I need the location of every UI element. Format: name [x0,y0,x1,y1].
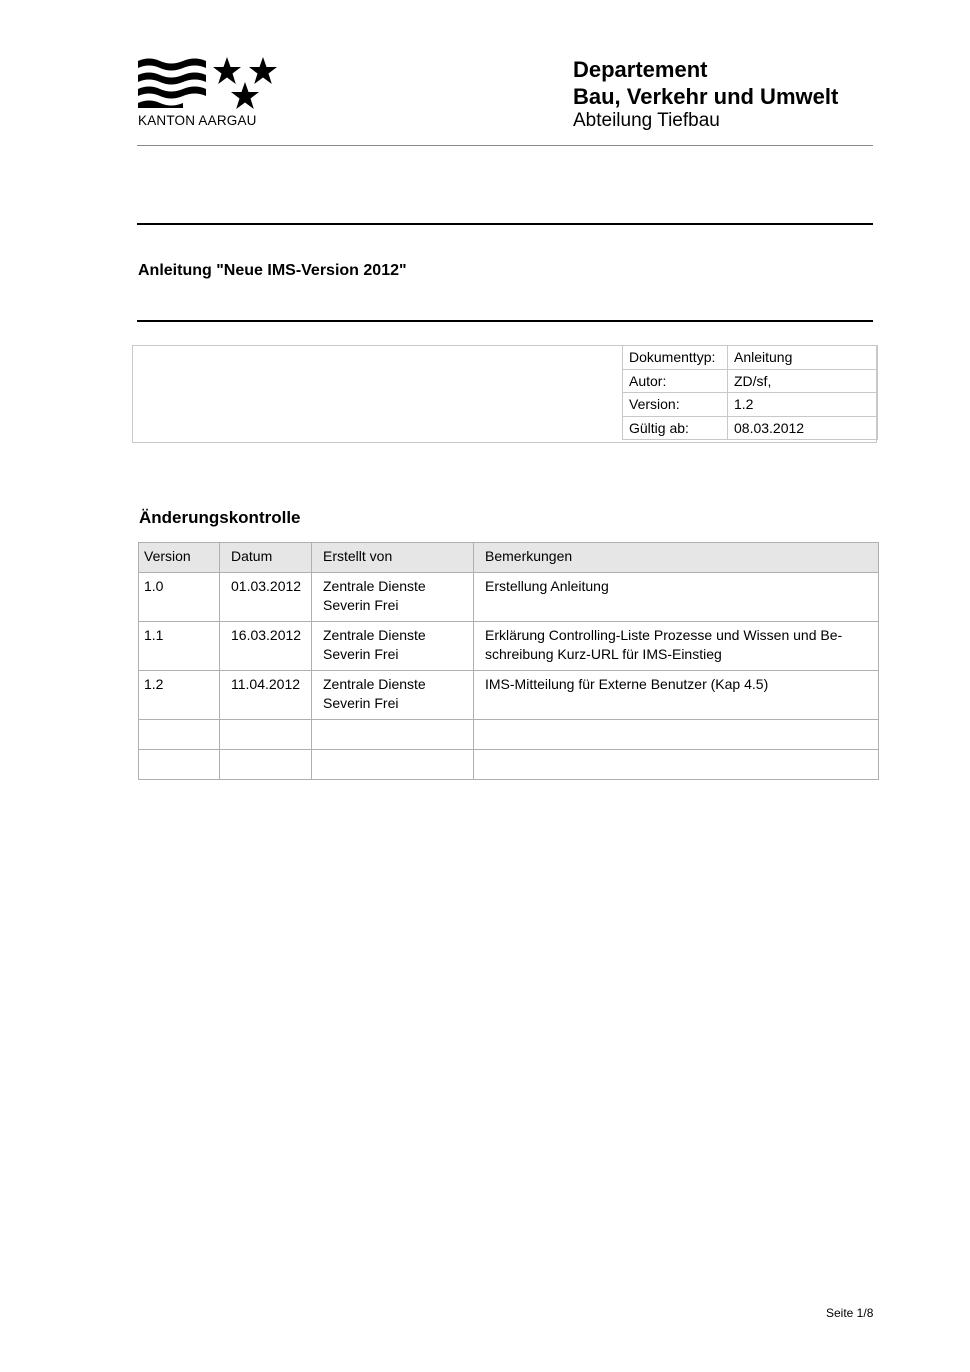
table-row [623,393,878,417]
change-control-table [138,542,879,780]
column-header: Erstellt von [312,543,474,573]
division-name: Abteilung Tiefbau [573,110,720,131]
author-cell [312,573,474,622]
empty-cell [474,750,879,780]
remark-line: schreibung Kurz-URL für IMS-Einstieg [485,646,722,662]
section-title: Änderungskontrolle [139,508,301,527]
empty-cell [139,720,220,750]
remark-line: Erklärung Controlling-Liste Prozesse und Wissen und Be- [485,627,843,643]
author-cell [312,622,474,671]
remark-line: IMS-Mitteilung für Externe Benutzer (Kap 4.5) [485,676,769,692]
version-cell: 1.1 [139,622,220,671]
meta-label: Version: [623,393,728,417]
remarks-cell [474,671,879,720]
table-row [623,416,878,440]
column-header: Version [139,543,220,573]
department-name: Departement [573,57,708,82]
meta-value: ZD/sf, [728,369,878,393]
author-cell [312,671,474,720]
empty-cell [220,720,312,750]
meta-value: 1.2 [728,393,878,417]
table-row-empty [139,720,879,750]
table-row [623,369,878,393]
table-row-empty [139,750,879,780]
title-rule-bottom [137,320,873,322]
table-row [623,346,878,370]
metadata-table [622,345,878,440]
document-title: Anleitung "Neue IMS-Version 2012" [138,262,407,279]
department-header [573,56,838,132]
empty-cell [474,720,879,750]
logo-text: KANTON AARGAU [138,113,257,128]
logo-emblem [137,56,282,112]
column-header: Bemerkungen [474,543,879,573]
author-line: Severin Frei [323,646,399,662]
remarks-cell [474,573,879,622]
column-header: Datum [220,543,312,573]
table-row [139,573,879,622]
star-icon [213,57,277,109]
empty-cell [220,750,312,780]
meta-label: Autor: [623,369,728,393]
author-line: Zentrale Dienste [323,627,426,643]
empty-cell [312,750,474,780]
empty-cell [139,750,220,780]
author-line: Zentrale Dienste [323,676,426,692]
table-header-row [139,543,879,573]
table-row [139,622,879,671]
department-subtitle: Bau, Verkehr und Umwelt [573,84,839,109]
table-row [139,671,879,720]
empty-cell [312,720,474,750]
date-cell: 11.04.2012 [220,671,312,720]
meta-value: Anleitung [728,346,878,370]
canton-logo [137,56,282,130]
title-rule-top [137,223,873,225]
version-cell: 1.2 [139,671,220,720]
date-cell: 16.03.2012 [220,622,312,671]
meta-label: Gültig ab: [623,416,728,440]
header-divider [137,145,873,146]
page-number: Seite 1/8 [826,1306,874,1320]
version-cell: 1.0 [139,573,220,622]
remark-line: Erstellung Anleitung [485,578,609,594]
author-line: Severin Frei [323,695,399,711]
meta-label: Dokumenttyp: [623,346,728,370]
author-line: Severin Frei [323,597,399,613]
date-cell: 01.03.2012 [220,573,312,622]
remarks-cell [474,622,879,671]
meta-value: 08.03.2012 [728,416,878,440]
author-line: Zentrale Dienste [323,578,426,594]
